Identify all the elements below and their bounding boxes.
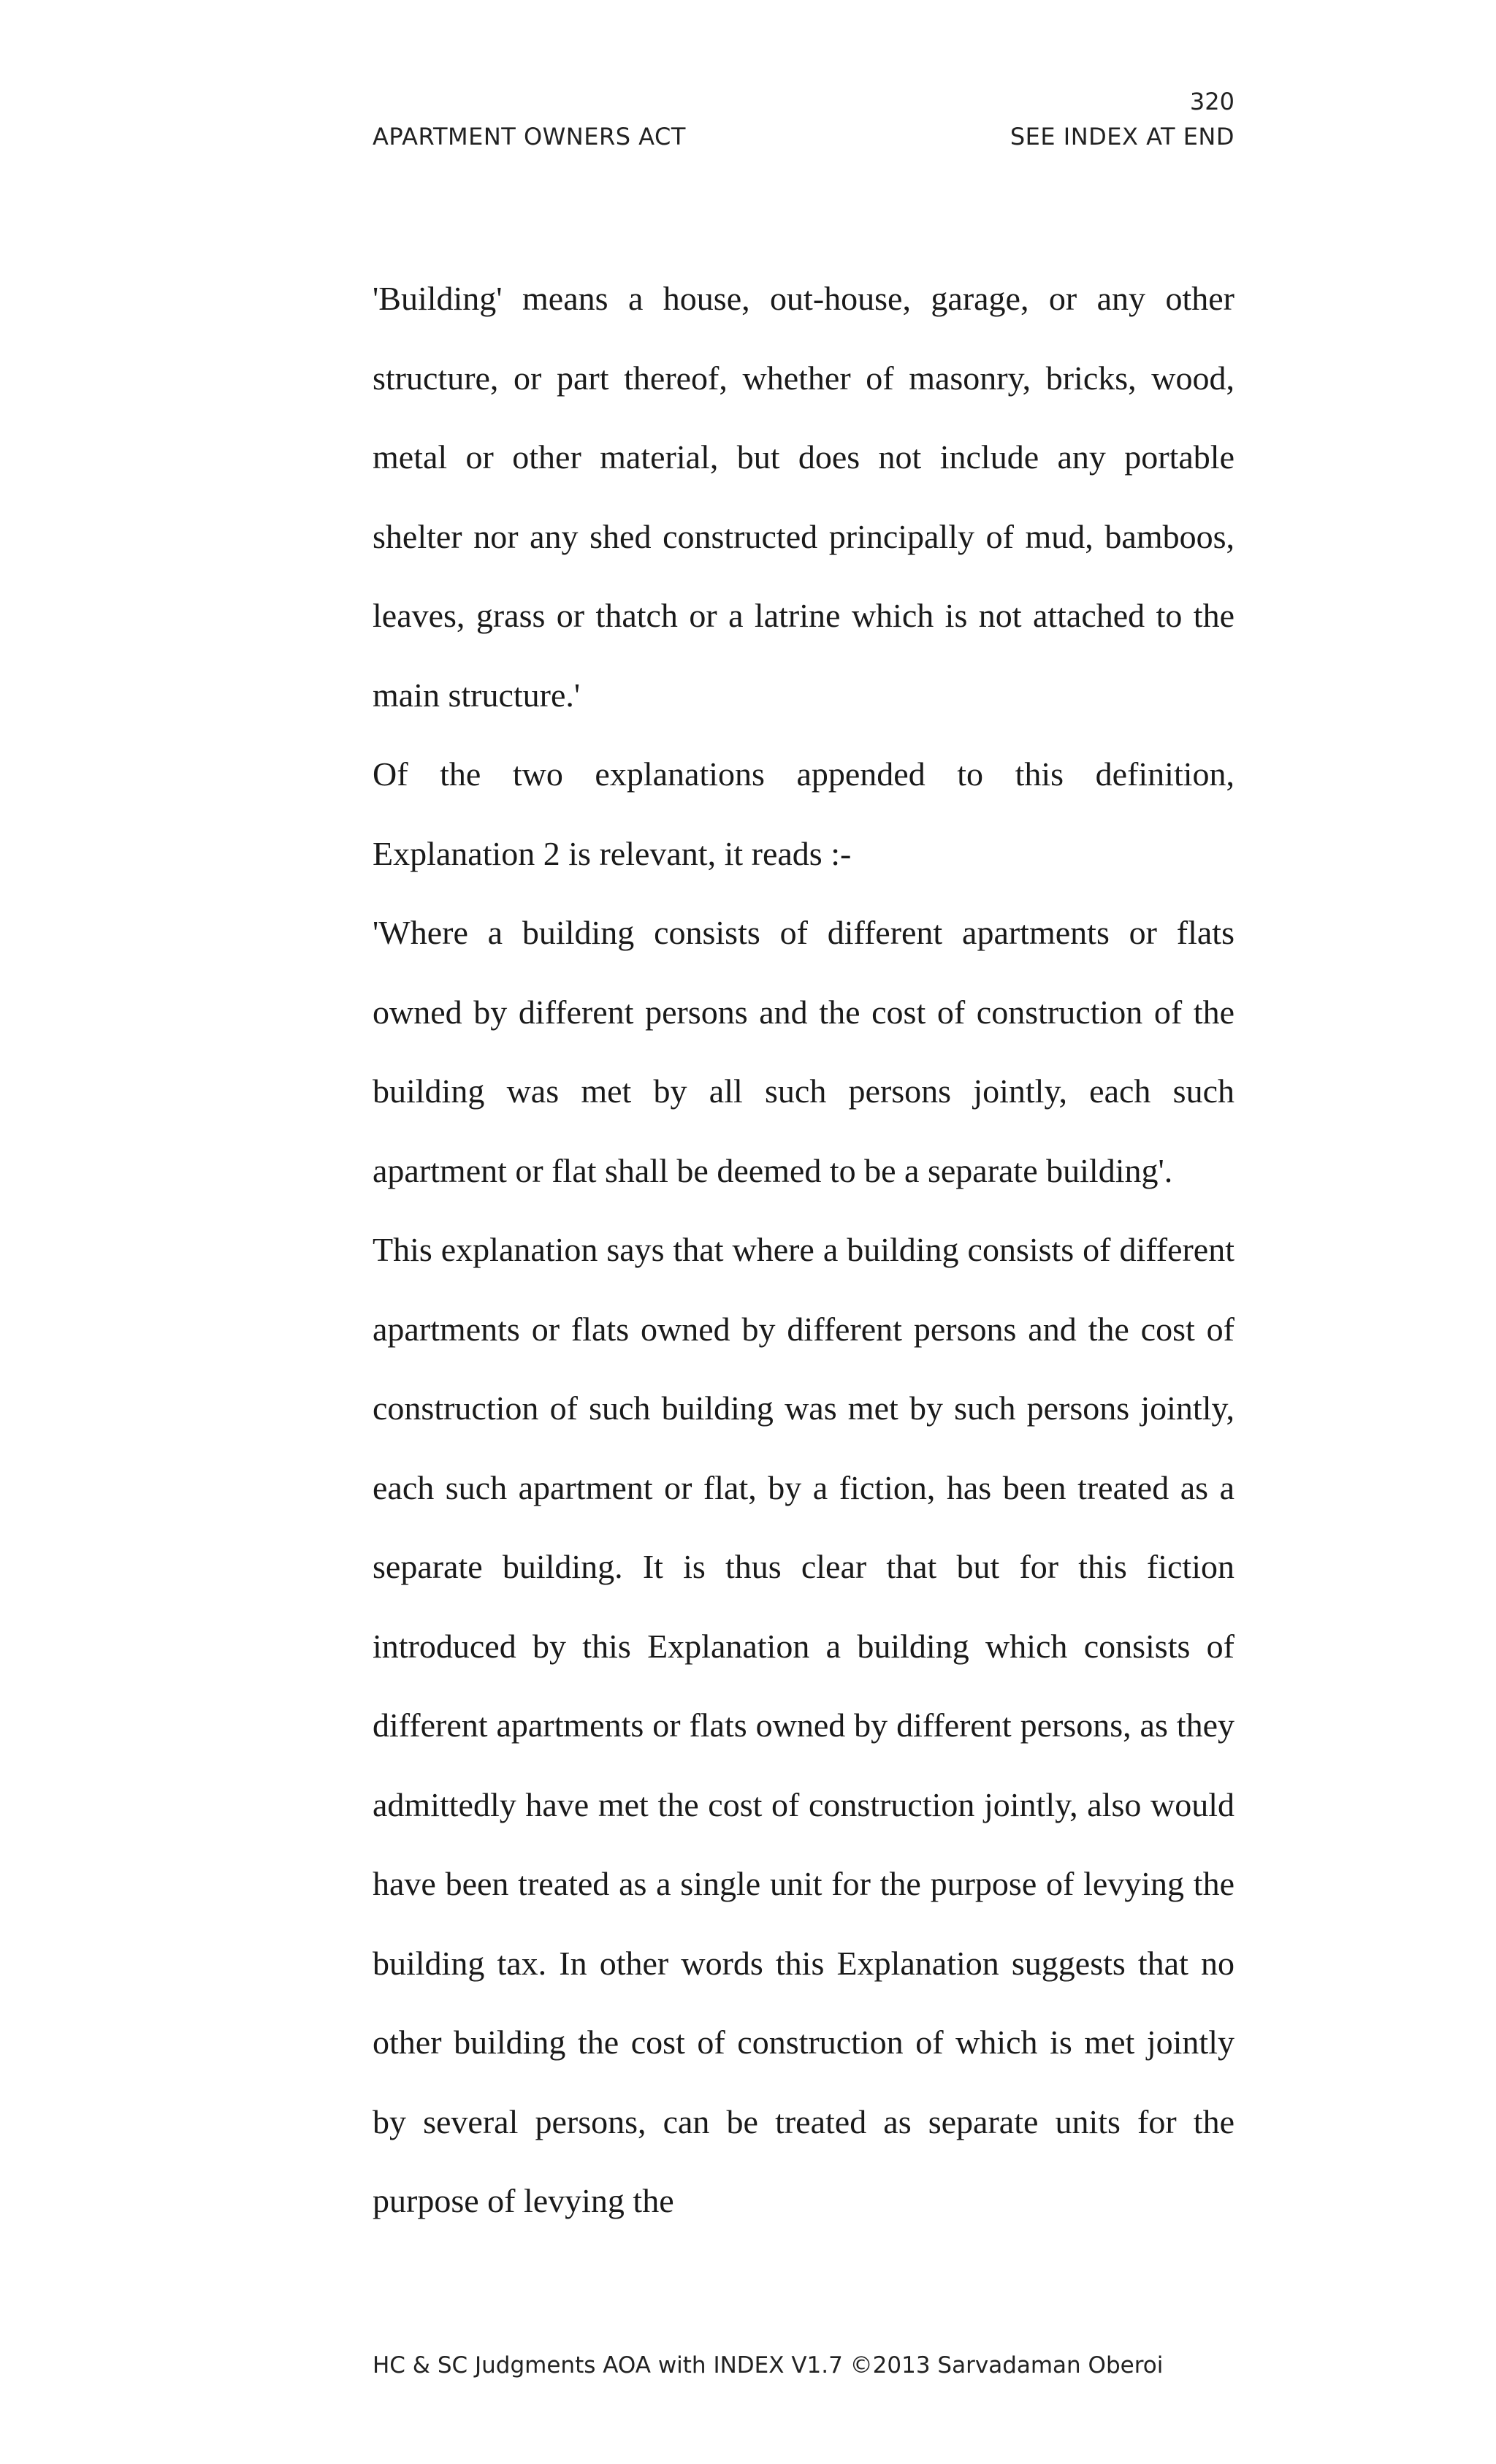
paragraph-analysis: This explanation says that where a building consists of different apartments or flats owned by different persons and the cost of construction of such building was met by such persons jointly, each such apartment or flat, by a fiction, has been treated as a separate building. It is thus clear that but for this fiction introduced by this Explanation a building which consists of different apartments or flats owned by different persons, as they admittedly have met the cost of construction jointly, also would have been treated as a single unit for the purpose of levying the building tax. In other words this Explanation suggests that no other building the cost of construction of which is met jointly by several persons, can be treated as separate units for the purpose of levying the: [373, 1231, 1234, 2219]
running-header-index-note: SEE INDEX AT END: [1010, 123, 1234, 150]
page-number: 320: [1189, 88, 1234, 115]
body-text: [373, 259, 1234, 2241]
page-footer: HC & SC Judgments AOA with INDEX V1.7 ©2013 Sarvadaman Oberoi: [373, 2352, 1164, 2379]
paragraph-definition: 'Building' means a house, out-house, garage, or any other structure, or part thereof, whether of masonry, bricks, wood, metal or other material, but does not include any portable shelter nor any shed constructed principally of mud, bamboos, leaves, grass or thatch or a latrine which is not attached to the main structure.': [373, 280, 1234, 714]
paragraph-explanations-intro: Of the two explanations appended to this definition, Explanation 2 is relevant, it reads :-: [373, 755, 1234, 872]
running-header-title: APARTMENT OWNERS ACT: [373, 123, 686, 150]
paragraph-explanation-2-quote: 'Where a building consists of different apartments or flats owned by different persons and the cost of construction of the building was met by all such persons jointly, each such apartment or flat shall be deemed to be a separate building'.: [373, 914, 1234, 1189]
